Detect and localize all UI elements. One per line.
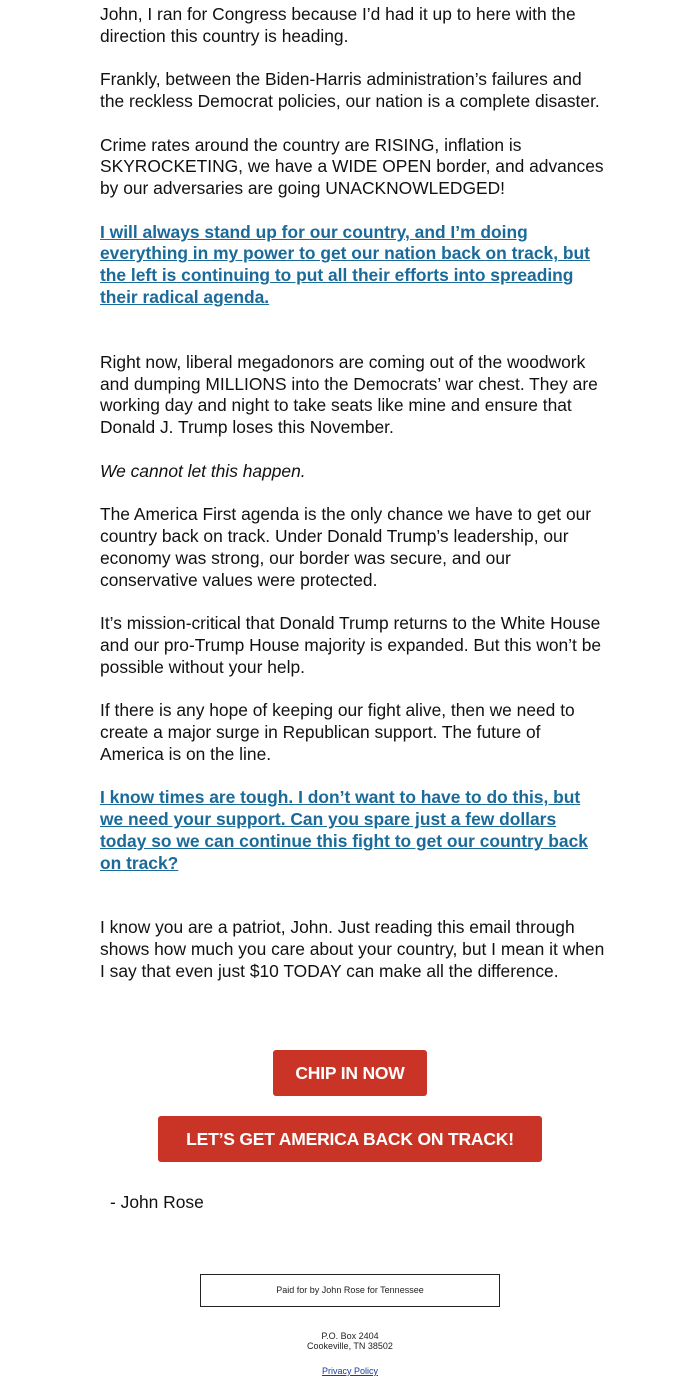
paragraph-disaster: Frankly, between the Biden-Harris administration’s failures and the reckless Democrat policies, our nation is a complete disaster. [100,69,600,112]
back-on-track-button-wrap [0,1116,700,1162]
privacy-footer [0,1366,700,1377]
signature: - John Rose [110,1192,204,1212]
address-line-2: Cookeville, TN 38502 [307,1341,393,1351]
mailing-address [0,1331,700,1351]
address-line-1: P.O. Box 2404 [321,1331,379,1341]
chip-in-button-wrap [0,1050,700,1096]
donate-link-stand-up[interactable]: I will always stand up for our country, and I’m doing everything in my power to get our nation back on track, but the left is continuing to put all their efforts into spreading their radical agenda. [100,221,590,308]
email-body [100,4,605,1004]
chip-in-now-button[interactable]: CHIP IN NOW [273,1050,427,1096]
donate-link-times-tough[interactable]: I know times are tough. I don’t want to have to do this, but we need your support. Can you spare just a few dollars today so we can continue this fight to get our country back on track? [100,787,588,873]
paid-for-disclaimer: Paid for by John Rose for Tennessee [200,1274,500,1307]
privacy-policy-link[interactable]: Privacy Policy [321,1366,378,1376]
back-on-track-button[interactable]: LET’S GET AMERICA BACK ON TRACK! [158,1116,542,1162]
paragraph-mission-critical: It’s mission-critical that Donald Trump returns to the White House and our pro-Trump House majority is expanded. But this won’t be possible without your help. [100,613,602,677]
paragraph-megadonors: Right now, liberal megadonors are coming out of the woodwork and dumping MILLIONS into the Democrats’ war chest. They are working day and night to take seats like mine and ensure that Donald J. Trump loses this November. [100,351,598,438]
link-paragraph-1 [100,222,605,309]
paragraph-america-first: The America First agenda is the only chance we have to get our country back on track. Under Donald Trump’s leadership, our economy was strong, our border was secure, and our conservative values were protected. [100,504,592,590]
link-paragraph-2 [100,787,605,874]
paragraph-hope: If there is any hope of keeping our fight alive, then we need to create a major surge in Republican support. The future of America is on the line. [100,700,575,764]
paragraph-crime: Crime rates around the country are RISING, inflation is SKYROCKETING, we have a WIDE OPEN border, and advances by our adversaries are going UNACKNOWLEDGED! [100,134,604,199]
paragraph-patriot: I know you are a patriot, John. Just reading this email through shows how much you care about your country, but I mean it when I say that even just $10 TODAY can make all the difference. [100,917,605,981]
paragraph-cannot-let: We cannot let this happen. [100,460,306,481]
paragraph-intro: John, I ran for Congress because I’d had it up to here with the direction this country is heading. [100,4,576,46]
